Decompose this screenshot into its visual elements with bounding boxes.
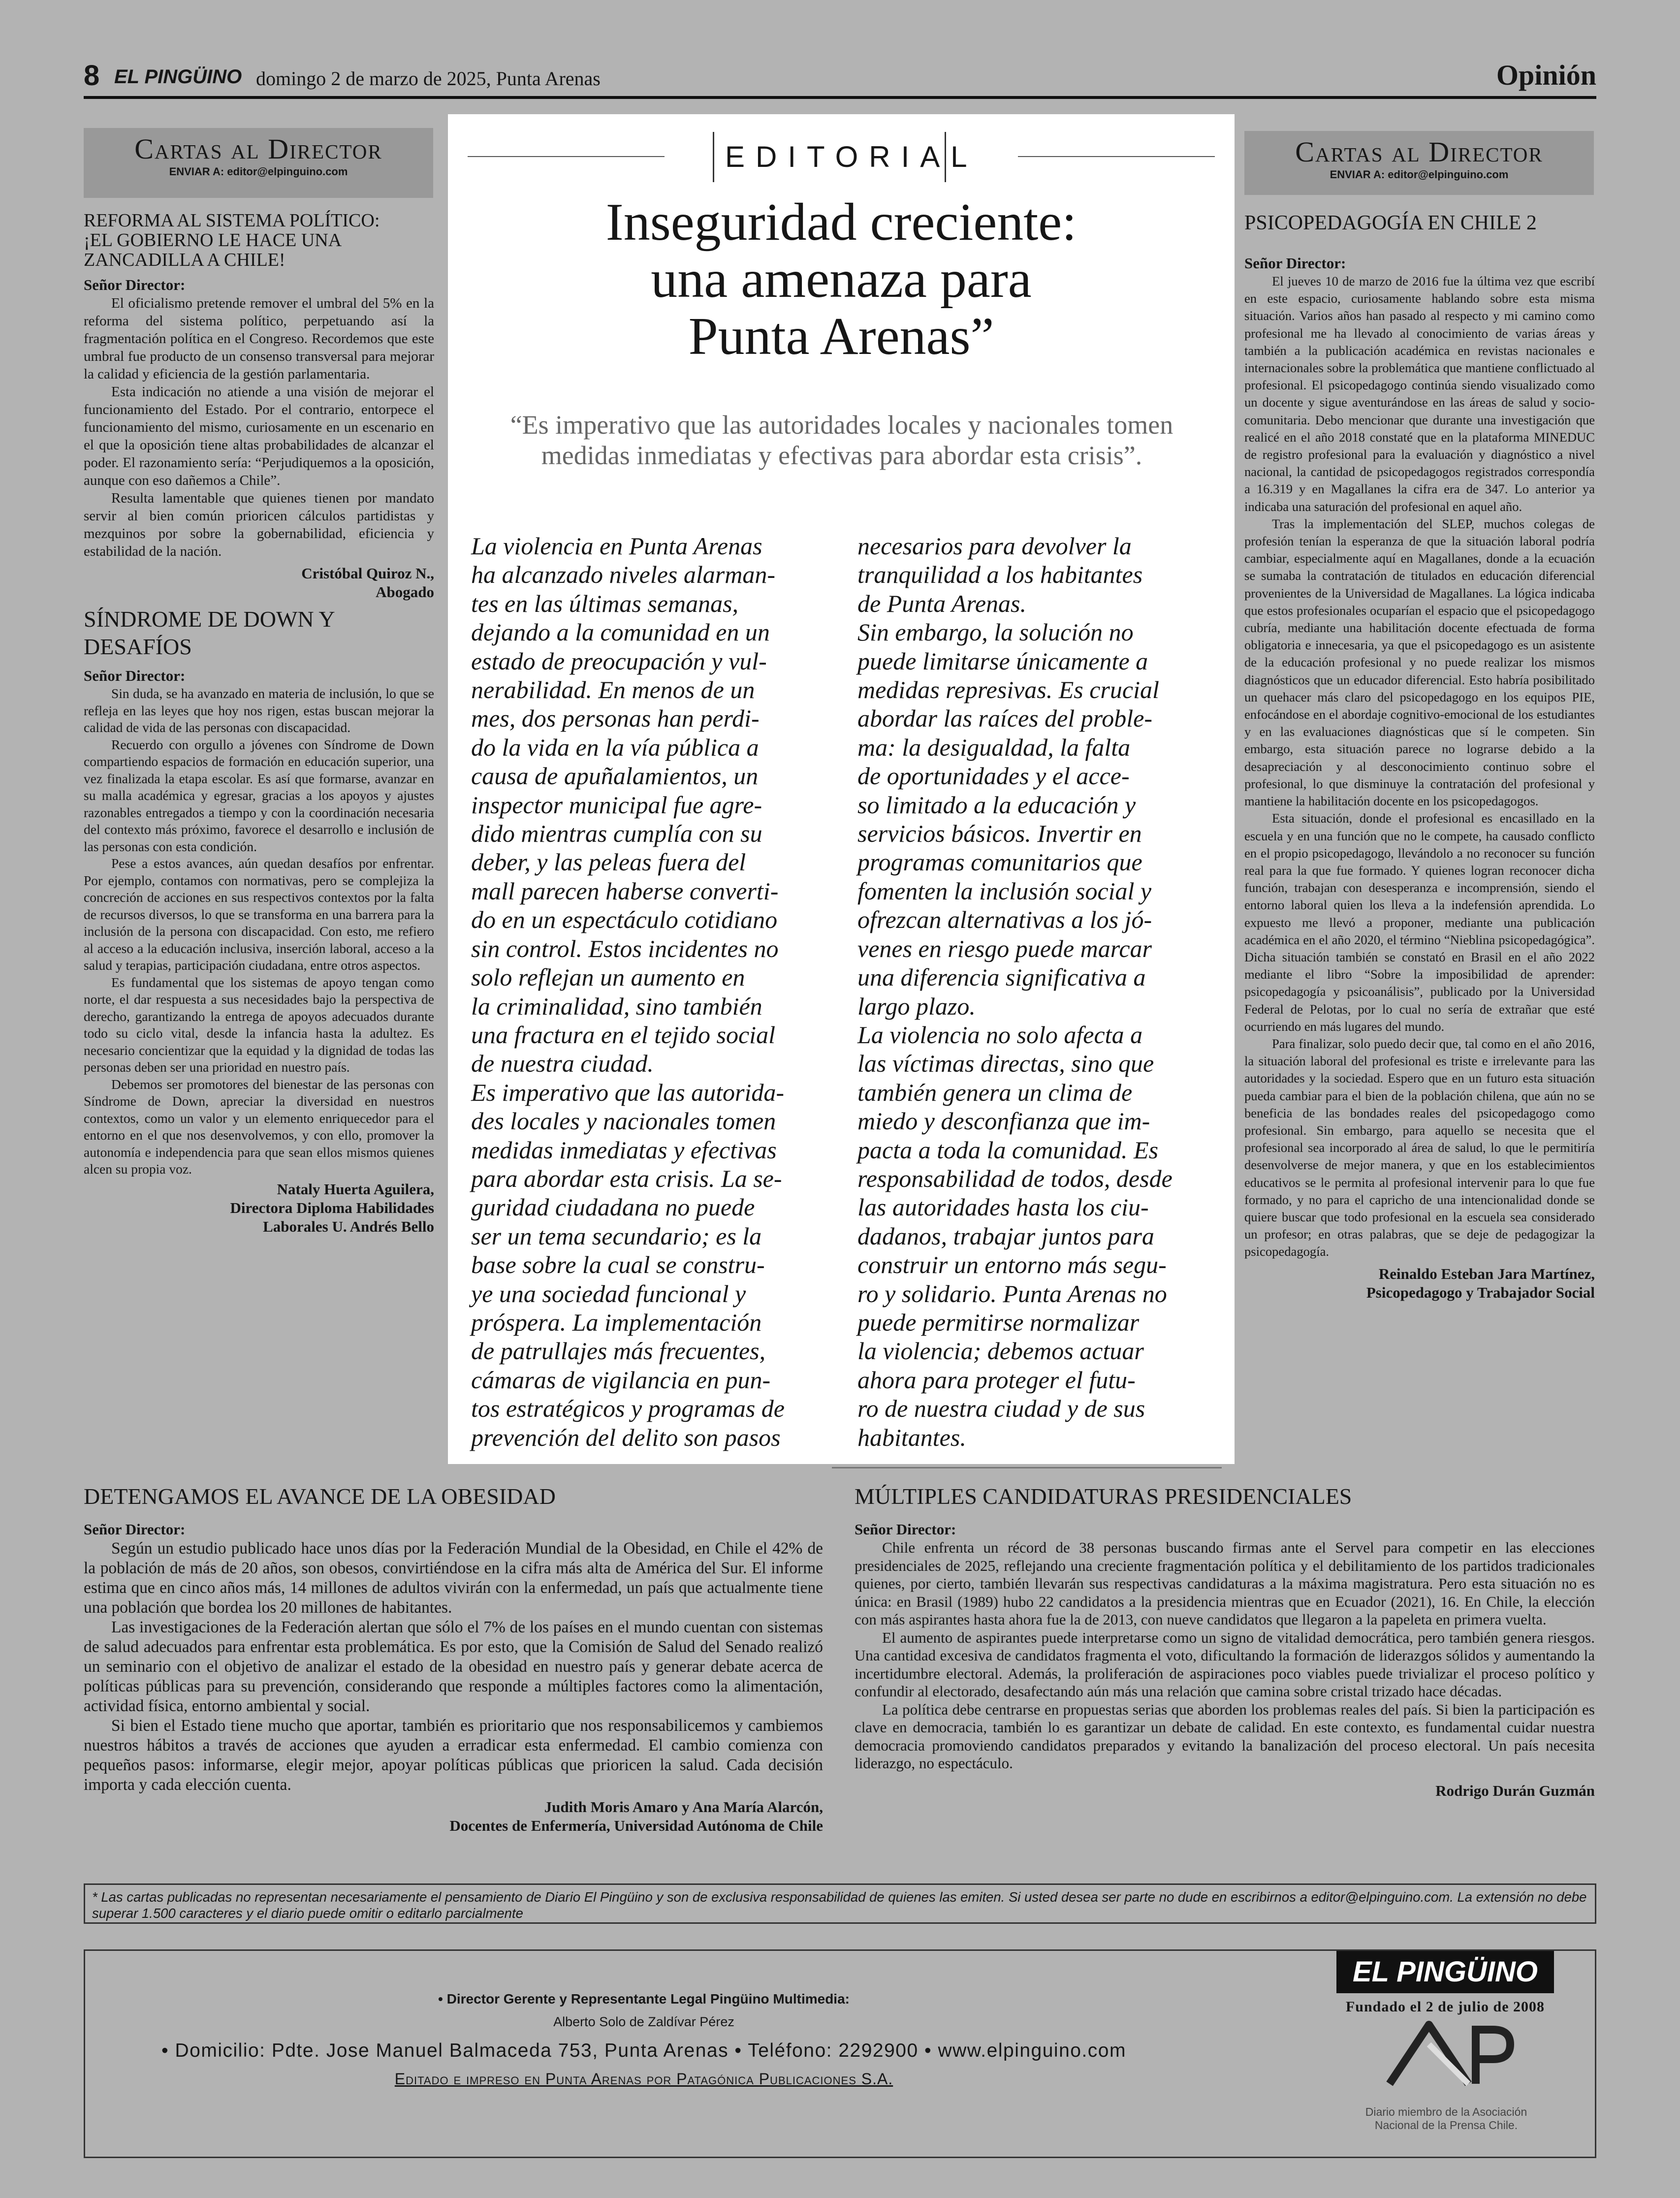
editorial-box xyxy=(448,114,1235,1464)
letter-title: SÍNDROME DE DOWN Y DESAFÍOS xyxy=(84,606,335,659)
letter-title: PSICOPEDAGOGÍA EN CHILE 2 xyxy=(1244,212,1537,234)
letter-candidaturas xyxy=(855,1483,1595,1800)
anp-logo xyxy=(1375,2015,1518,2103)
editorial-rule-left xyxy=(468,156,665,157)
cartas-header-left xyxy=(84,128,433,198)
signature: Nataly Huerta Aguilera, Directora Diploma Habilidades Laborales U. Andrés Bello xyxy=(230,1180,434,1235)
letter-title: MÚLTIPLES CANDIDATURAS PRESIDENCIALES xyxy=(855,1484,1352,1509)
salutation: Señor Director: xyxy=(855,1521,956,1538)
enviar-email: ENVIAR A: editor@elpinguino.com xyxy=(1330,168,1509,181)
editorial-label-box xyxy=(713,132,978,182)
letter-sindrome xyxy=(84,605,434,1236)
signature: Judith Moris Amaro y Ana María Alarcón, Docentes de Enfermería, Universidad Autónoma de Chile xyxy=(449,1798,823,1834)
letter-obesidad xyxy=(84,1483,823,1835)
left-column xyxy=(84,211,434,1236)
cartas-title: Cartas al Director xyxy=(134,133,382,165)
signature: Rodrigo Durán Guzmán xyxy=(1435,1782,1595,1799)
letter-body: Según un estudio publicado hace unos días por la Federación Mundial de la Obesidad, en Chile el 42% de la población de más de 20 años, son obesos, convirtiéndose en la cifra más alta de América del Sur. El informe estima que en cinco años más, 14 millones de adultos vivirán con la enfermedad, un país que actualmente tiene una población que bordea los 20 millones de habitantes. Las investigaciones de la Federación alertan que sólo el 7% de los países en el mundo cuentan con sistemas de salud adecuados para enfrentar esta problemática. Es por esto, que la Comisión de Salud del Senado realizó un seminario con el objetivo de analizar el estado de la obesidad en nuestro país y generar debate acerca de políticas públicas para su prevención, considerando que responde a múltiples factores como la alimentación, actividad física, entorno ambiental y social. Si bien el Estado tiene mucho que aportar, también es prioritario que nos responsabilicemos y cambiemos nuestros hábitos a través de acciones que ayuden a erradicar esta enfermedad. El cambio comienza con pequeños pasos: informarse, elegir mejor, apoyar políticas públicas que prioricen la salud. Cada decisión importa y cada elección cuenta. xyxy=(84,1539,823,1794)
cartas-title: Cartas al Director xyxy=(1295,136,1543,168)
footer-logo: EL PINGÜINO xyxy=(1353,1956,1538,1988)
director-label: • Director Gerente y Representante Legal Pingüino Multimedia: xyxy=(438,1991,850,2007)
editorial-rule-right xyxy=(1018,156,1215,157)
letter-reforma xyxy=(84,211,434,602)
section-title: Opinión xyxy=(1496,59,1596,91)
salutation: Señor Director: xyxy=(1244,255,1346,272)
right-column xyxy=(1244,211,1595,1302)
editorial-pullquote: “Es imperativo que las autoridades locales y nacionales tomen medidas inmediatas y efectivas para abordar esta crisis”. xyxy=(510,410,1173,470)
cartas-header-right xyxy=(1244,131,1594,195)
founded-line: Fundado el 2 de julio de 2008 xyxy=(1345,1999,1545,2015)
salutation: Señor Director: xyxy=(84,667,186,684)
letter-body: El oficialismo pretende remover el umbral del 5% en la reforma del sistema político, perpetuando así la fragmentación política en el Congreso. Recordemos que este umbral fue producto de un consenso transversal para mejorar la calidad y eficiencia de la gestión parlamentaria. Esta indicación no atiende a una visión de mejorar el funcionamiento del Estado. Por el contrario, entorpece el funcionamiento del mismo, curiosamente en un escenario en el que la oposición tiene altas probabilidades de alcanzar el poder. El razonamiento sería: “Perjudiquemos a la oposición, aunque con eso dañemos a Chile”. Resulta lamentable que quienes tienen por mandato servir al bien común prioricen cálculos partidistas y mezquinos por sobre la gobernabilidad, eficiencia y estabilidad de la nación. xyxy=(84,295,434,559)
editorial-col-2: necesarios para devolver la tranquilidad a los habitantes de Punta Arenas. Sin embargo, la solución no puede limitarse únicamente a medidas represivas. Es crucial abordar las raíces del proble- ma: la desigualdad, la falta de oportunidades y el acce- so limitado a la educación y servicios básicos. Invertir en programas comunitarios que fomenten la inclusión social y ofrezcan alternativas a los jó- venes en riesgo puede marcar una diferencia significativa a largo plazo. La violencia no solo afecta a las víctimas directas, sino que también genera un clima de miedo y desconfianza que im- pacta a toda la comunidad. Es responsabilidad de todos, desde las autoridades hasta los ciu- dadanos, trabajar juntos para construir un entorno más segu- ro y solidario. Punta Arenas no puede permitirse normalizar la violencia; debemos actuar ahora para proteger el futu- ro de nuestra ciudad y de sus habitantes. xyxy=(857,532,1173,1451)
letter-title: DETENGAMOS EL AVANCE DE LA OBESIDAD xyxy=(84,1484,556,1509)
salutation: Señor Director: xyxy=(84,1521,186,1538)
footer-logo-bar xyxy=(1336,1951,1554,1993)
editorial-bottom-rule xyxy=(832,1467,1222,1468)
header-logo: EL PINGÜINO xyxy=(114,66,242,88)
salutation: Señor Director: xyxy=(84,276,186,293)
header-rule xyxy=(84,96,1596,99)
editorial-col-1: La violencia en Punta Arenas ha alcanzado niveles alarman- tes en las últimas semanas, dejando a la comunidad en un estado de preocupación y vul- nerabilidad. En menos de un mes, dos personas han perdi- do la vida en la vía pública a causa de apuñalamientos, un inspector municipal fue agre- dido mientras cumplía con su deber, y las peleas fuera del mall parecen haberse converti- do en un espectáculo cotidiano sin control. Estos incidentes no solo reflejan un aumento en la criminalidad, sino también una fractura en el tejido social de nuestra ciudad. Es imperativo que las autorida- des locales y nacionales tomen medidas inmediatas y efectivas para abordar esta crisis. La se- guridad ciudadana no puede ser un tema secundario; es la base sobre la cual se constru- ye una sociedad funcional y próspera. La implementación de patrullajes más frecuentes, cámaras de vigilancia en pun- tos estratégicos y programas de prevención del delito son pasos xyxy=(471,532,785,1451)
editorial-headline: Inseguridad creciente: una amenaza para Punta Arenas” xyxy=(605,193,1077,366)
address-line: • Domicilio: Pdte. Jose Manuel Balmaceda 753, Punta Arenas • Teléfono: 2292900 • www.elpinguino.com xyxy=(161,2040,1126,2061)
anp-emblem-icon xyxy=(1375,2015,1518,2103)
director-name: Alberto Solo de Zaldívar Pérez xyxy=(553,2014,734,2029)
page-number: 8 xyxy=(84,60,100,92)
letter-body: El jueves 10 de marzo de 2016 fue la última vez que escribí en este espacio, curiosamente hablando sobre esta misma situación. Varios años han pasado al respecto y mi camino como profesional me ha llevado al conocimiento de varias áreas y también a la publicación académica en revistas nacionales e internacionales sobre la problemática que mantiene conflictuado al profesional. El psicopedagogo continúa siendo visualizado como un docente y sigue aventurándose en las áreas de salud y socio-comunitaria. Debo mencionar que durante una investigación que realicé en el año 2018 constaté que en la plataforma MINEDUC de registro profesional para la evaluación y diagnóstico a nivel nacional, la cantidad de psicopedagogos registrados correspondía a 16.319 y en Magallanes la cifra era de 347. Lo anterior ya indicaba una saturación del profesional en aquel año. Tras la implementación del SLEP, muchos colegas de profesión tenían la esperanza de que la situación laboral podría cambiar, especialmente aquí en Magallanes, donde a la ecuación se sumaba la contratación de titulados en educación diferencial provenientes de la Universidad de Magallanes. La lógica indicaba que estos profesionales ocuparían el espacio que el psicopedagogo cubría, mediante una habilitación docente efectuada de forma obligatoria e innecesaria, ya que el psicopedagogo es un asistente de la educación profesional y no puede realizar los mismos diagnósticos que un educador diferencial. Esto habría posibilitado un quehacer más claro del psicopedagogo en los equipos PIE, enfocándose en el abordaje cognitivo-emocional de los estudiantes y en las evaluaciones diagnósticas que sí le competen. Sin embargo, esta situación parece no lograrse debido a la desapreciación y al desconocimiento continuo sobre el profesional, lo que disminuye la contratación del profesional y mantiene la habilitación docente en los psicopedagogos. Esta situación, donde el profesional es encasillado en la escuela y en una función que no le compete, ha causado conflicto en el propio psicopedagogo, llevándolo a no reconocer su función real para la que fue formado. Y quienes logran reconocer dicha función, trabajan con desesperanza e incomprensión, siendo el entorno laboral quien los lleva a la indefensión aprendida. Lo expuesto me llevó a proponer, mediante una publicación académica en el año 2020, el término “Nieblina psicopedagógica”. Dicha situación también se constató en Brasil en el año 2022 mediante el libro “Sobre la imposibilidad de aprender: psicopedagogía y psicoanálisis”, publicado por la Universidad Federal de Pelotas, por lo cual no sería de extrañar que esté ocurriendo en más lugares del mundo. Para finalizar, solo puedo decir que, tal como en el año 2016, la situación laboral del profesional es triste e irrelevante para las autoridades y la sociedad. Espero que en un futuro esta situación pueda cambiar para el bien de la población chilena, que aún no se beneficia de las bondades reales del psicopedagogo como profesional. Sin embargo, para aquello se necesita que el profesional sea incorporado al área de salud, lo que le permitiría desenvolverse de mejor manera, y que en los establecimientos educativos se le permita al profesional intervenir para lo que fue formado, y no para el capricho de una intencionalidad donde se quiere buscar que todo profesional en la escuela sea considerado un profesor; en otras palabras, que se deje de pedagogizar la psicopedagogía. xyxy=(1244,274,1595,1259)
editorial-label: EDITORIAL xyxy=(725,140,978,173)
anp-caption: Diario miembro de la Asociación Nacional de la Prensa Chile. xyxy=(1365,2105,1527,2132)
letter-title: REFORMA AL SISTEMA POLÍTICO: ¡EL GOBIERNO LE HACE UNA ZANCADILLA A CHILE! xyxy=(84,210,380,270)
edited-line: Editado e impreso en Punta Arenas por Patagónica Publicaciones S.A. xyxy=(394,2070,893,2088)
signature: Reinaldo Esteban Jara Martínez, Psicopedagogo y Trabajador Social xyxy=(1366,1265,1595,1301)
disclaimer-box xyxy=(84,1883,1596,1924)
letter-body: Sin duda, se ha avanzado en materia de inclusión, lo que se refleja en las leyes que hoy nos rigen, estas buscan mejorar la calidad de vida de las personas con discapacidad. Recuerdo con orgullo a jóvenes con Síndrome de Down compartiendo espacios de formación en educación superior, una vez finalizada la etapa escolar. Es así que formarse, avanzar en su malla académica y egresar, gracias a los apoyos y ajustes razonables entregados a tiempo y con la coordinación necesaria del contexto más próximo, favorece el desarrollo e inclusión de las personas con esta condición. Pese a estos avances, aún quedan desafíos por enfrentar. Por ejemplo, contamos con normativas, pero se complejiza la concreción de acciones en sus respectivos contextos por la falta de recursos diversos, lo que se transforma en una barrera para la inclusión de la persona con discapacidad. Con esto, me refiero al acceso a la educación inclusiva, inserción laboral, acceso a la salud y terapias, participación ciudadana, entre otros aspectos. Es fundamental que los sistemas de apoyo tengan como norte, el dar respuesta a sus necesidades bajo la perspectiva de derecho, garantizando la entrega de apoyos adecuados durante todo su ciclo vital, desde la infancia hasta la adultez. Es necesario concientizar que la equidad y la dignidad de todas las personas deben ser una prioridad en nuestro país. Debemos ser promotores del bienestar de las personas con Síndrome de Down, apreciar la diversidad en nuestros contextos, como un valor y un elemento enriquecedor para el entorno en el que nos desenvolvemos, y con ello, promover la autonomía e independencia para que sean ellos mismos quienes alcen su propia voz. xyxy=(84,686,434,1177)
disclaimer-text: * Las cartas publicadas no representan necesariamente el pensamiento de Diario El Pingüino y son de exclusiva responsabilidad de quienes las emiten. Si usted desea ser parte no dude en escribirnos a editor@elpinguino.com. La extensión no debe superar 1.500 caracteres y el diario puede omitir o editarlo parcialmente xyxy=(92,1889,1587,1921)
signature: Cristóbal Quiroz N., Abogado xyxy=(301,565,434,601)
footer-box xyxy=(84,1949,1596,2158)
header-date: domingo 2 de marzo de 2025, Punta Arenas xyxy=(256,67,601,90)
letter-body: Chile enfrenta un récord de 38 personas buscando firmas ante el Servel para competir en las elecciones presidenciales de 2025, reflejando una creciente fragmentación política y el debilitamiento de los partidos tradicionales quienes, por cierto, también llevarán sus respectivas candidaturas a la máxima magistratura. Pero esta situación no es única: en Brasil (1989) hubo 22 candidatos a la presidencia mientras que en Ecuador (2021), 16. En Chile, la elección con más aspirantes hasta ahora fue la de 2013, con nueve candidatos que llegaron a la papeleta en primera vuelta. El aumento de aspirantes puede interpretarse como un signo de vitalidad democrática, pero también genera riesgos. Una cantidad excesiva de candidatos fragmenta el voto, dificultando la formación de liderazgos sólidos y aumentando la incertidumbre electoral. Además, la proliferación de aspiraciones poco viables puede trivializar el proceso político y confundir al electorado, desafectando aún más una relación que camina sobre cristal trizado hace décadas. La política debe centrarse en propuestas serias que aborden los problemas reales del país. Si bien la participación es clave en democracia, también lo es garantizar un debate de calidad. En este contexto, es fundamental cuidar nuestra democracia promoviendo candidatos preparados y evitando la banalización del proceso electoral. Un país necesita liderazgo, no espectáculo. xyxy=(855,1539,1595,1772)
enviar-email: ENVIAR A: editor@elpinguino.com xyxy=(169,165,348,178)
